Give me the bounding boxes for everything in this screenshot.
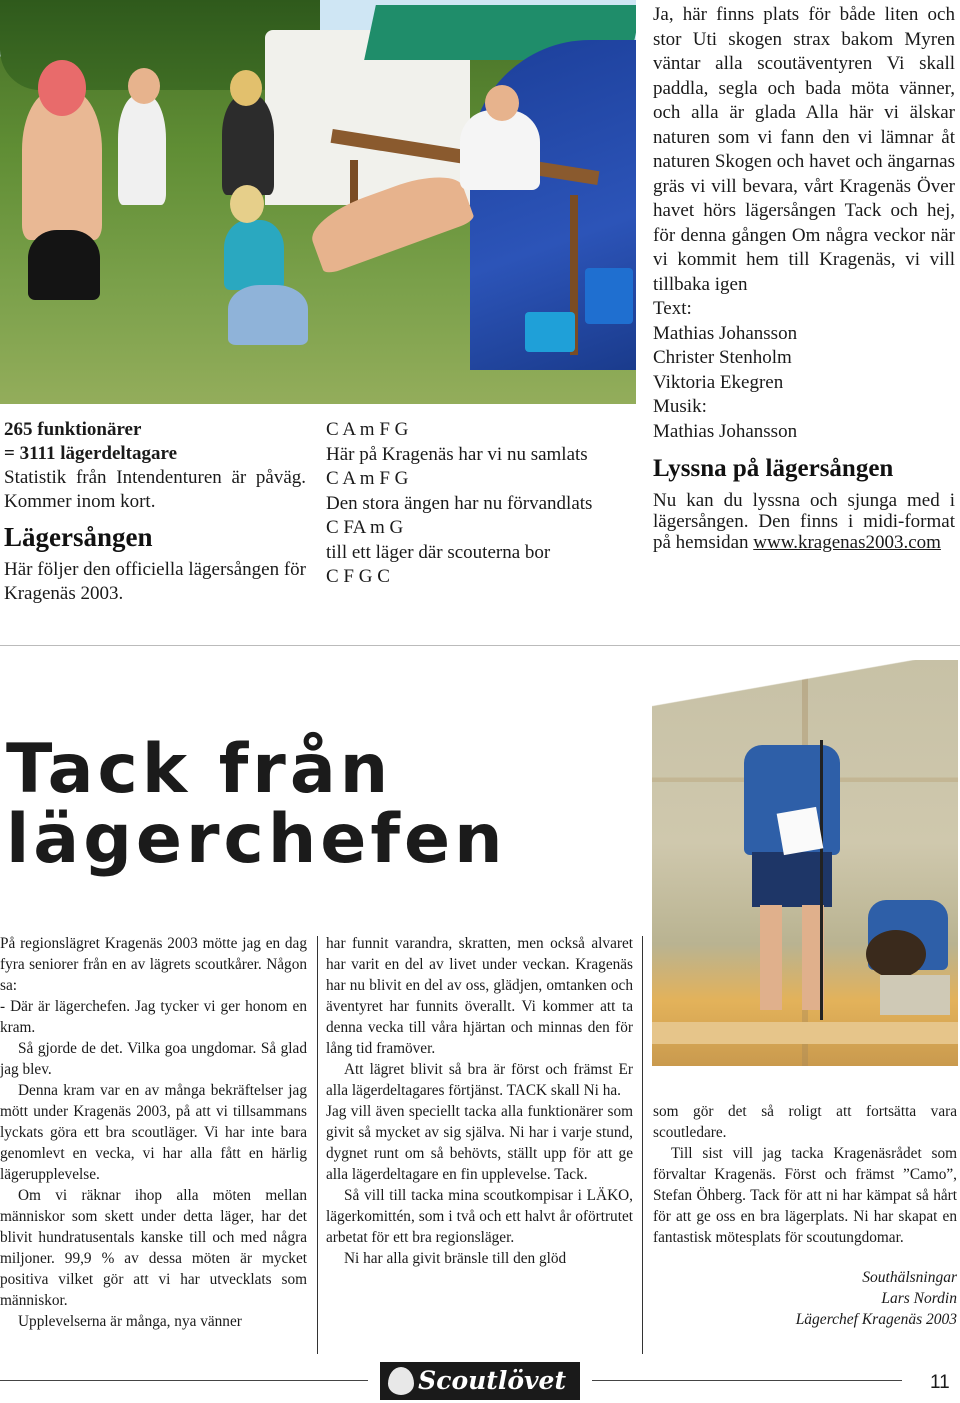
credit-line: Musik:: [653, 396, 707, 417]
article-title-line-2: lägerchefen: [6, 800, 507, 879]
paragraph: Om vi räknar ihop alla möten mellan människor som skett under detta läger, har det blivit hundratusentals kanske till och med några miljoner. 99,9 % av dessa möten är mycket positiva vilket gör att vi har utvecklats som människor.: [0, 1187, 307, 1309]
song-line: C A m F G: [326, 468, 409, 489]
scoutlovet-logo: [380, 1362, 580, 1400]
signature-title: Lägerchef Kragenäs 2003: [795, 1311, 957, 1328]
song-line: Den stora ängen har nu förvandlats: [326, 492, 593, 514]
song-lyrics: [326, 418, 636, 590]
website-link[interactable]: www.kragenas2003.com: [753, 532, 941, 553]
signature-name: Lars Nordin: [881, 1290, 957, 1307]
speaker-photo: [652, 660, 958, 1066]
credit-line: Text:: [653, 298, 692, 319]
paragraph: Denna kram var en av många bekräftelser jag mött under Kragenäs 2003, på att vi tillsammans lyckats göra ett bra scoutläger. Vi har inte bara genomlevt en vecka, vi har alla fått en härlig lägerupplevelse.: [0, 1082, 307, 1183]
lyssna-text: [653, 490, 955, 553]
stats-text: Statistik från Intendenturen är påväg. Kommer inom kort.: [4, 467, 306, 512]
song-line: C A m F G: [326, 419, 409, 440]
article-column-1: [0, 933, 307, 1332]
song-line: Här på Kragenäs har vi nu samlats: [326, 443, 588, 465]
paragraph: har funnit varandra, skratten, men också alvaret har varit en del av livet under veckan. Kragenäs har nu blivit en del av oss, glädjen, omtanken och äventyret har funnits överallt. Vi kommer att ta denna vecka till våra hjärtan och minnas den för lång tid framöver.: [326, 935, 633, 1057]
article-column-3: [653, 1101, 957, 1330]
paragraph: Jag vill även speciellt tacka alla funktionärer som givit så mycket av sig själva. Ni har i varje stund, dygnet runt om så behövts, ställt upp för att ge alla lägerdeltagare en fin upplevelse. Tack.: [326, 1103, 633, 1183]
paragraph: Så gjorde de det. Vilka goa ungdomar. Så glad jag blev.: [0, 1040, 307, 1078]
logo-text: Scoutlövet: [418, 1366, 566, 1395]
stats-line-1: 265 funktionärer: [4, 419, 142, 440]
paragraph: som gör det så roligt att fortsätta vara scoutledare.: [653, 1103, 957, 1141]
lagersangen-intro: Här följer den officiella lägersången för Kragenäs 2003.: [4, 559, 306, 604]
song-line: C FA m G: [326, 517, 404, 538]
stats-line-2: = 3111 lägerdeltagare: [4, 443, 178, 464]
credit-line: Mathias Johansson: [653, 420, 798, 442]
paragraph: Till sist vill jag tacka Kragenäsrådet som förvaltar Kragenäs. Först och främst ”Camo”, Stefan Öhberg. Tack för att ni har kämpat så hårt för att ge oss en bra lägerplats. Ni har skapat en fantastisk mötesplats för scoutungdomar.: [653, 1145, 957, 1246]
song-line: C F G C: [326, 566, 390, 587]
credit-line: Viktoria Ekegren: [653, 371, 784, 393]
paragraph: Att lägret blivit så bra är först och främst Er alla lägerdeltagares förtjänst. TACK skall Ni ha.: [326, 1061, 633, 1099]
paragraph: På regionslägret Kragenäs 2003 mötte jag en dag fyra seniorer från en av lägrets scoutkårer. Någon sa:: [0, 935, 307, 994]
camp-photo: [0, 0, 636, 404]
song-continuation-column: [653, 3, 955, 553]
paragraph: Så vill till tacka mina scoutkompisar i LÄKO, lägerkomittén, som i två och ett halvt år oförtrutet arbetat för ett bra regionsläger.: [326, 1187, 633, 1246]
paragraph: - Där är lägerchefen. Jag tycker vi ger honom en kram.: [0, 998, 307, 1036]
signature: [653, 1267, 957, 1330]
lyssna-body: Nu kan du lyssna och sjunga med i lägersången. Den finns i midi-format på hemsidan: [653, 490, 955, 553]
credit-line: Mathias Johansson: [653, 322, 798, 344]
page-number: 11: [930, 1372, 950, 1393]
article-title: [6, 730, 507, 879]
paragraph: Ni har alla givit bränsle till den glöd: [344, 1250, 567, 1267]
credit-line: Christer Stenholm: [653, 347, 792, 368]
leaf-icon: [388, 1367, 414, 1395]
lyssna-heading: Lyssna på lägersången: [653, 455, 894, 482]
paragraph: Upplevelserna är många, nya vänner: [18, 1313, 242, 1330]
song-line: till ett läger där scouterna bor: [326, 541, 551, 563]
song-continuation: Ja, här finns plats för både liten och stor Uti skogen strax bakom Myren väntar alla scoutäventyren Vi skall paddla, segla och bada möta vänner, och alla är glada Alla här vi älskar naturen som vi fann den vi lämnar åt naturen Skogen och havet och ängarnas gräs vi vill bevara, vårt Kragenäs Över havet hörs lägersången Tack och hej, för denna gången Om några veckor när vi kommit hem till Kragenäs, vi vill tillbaka igen: [653, 4, 955, 295]
stats-caption: [4, 418, 306, 606]
article-column-2: [326, 933, 633, 1269]
lagersangen-heading: Lägersången: [4, 522, 153, 552]
article-title-line-1: Tack från: [6, 730, 393, 809]
signature-greeting: Southälsningar: [862, 1269, 957, 1286]
